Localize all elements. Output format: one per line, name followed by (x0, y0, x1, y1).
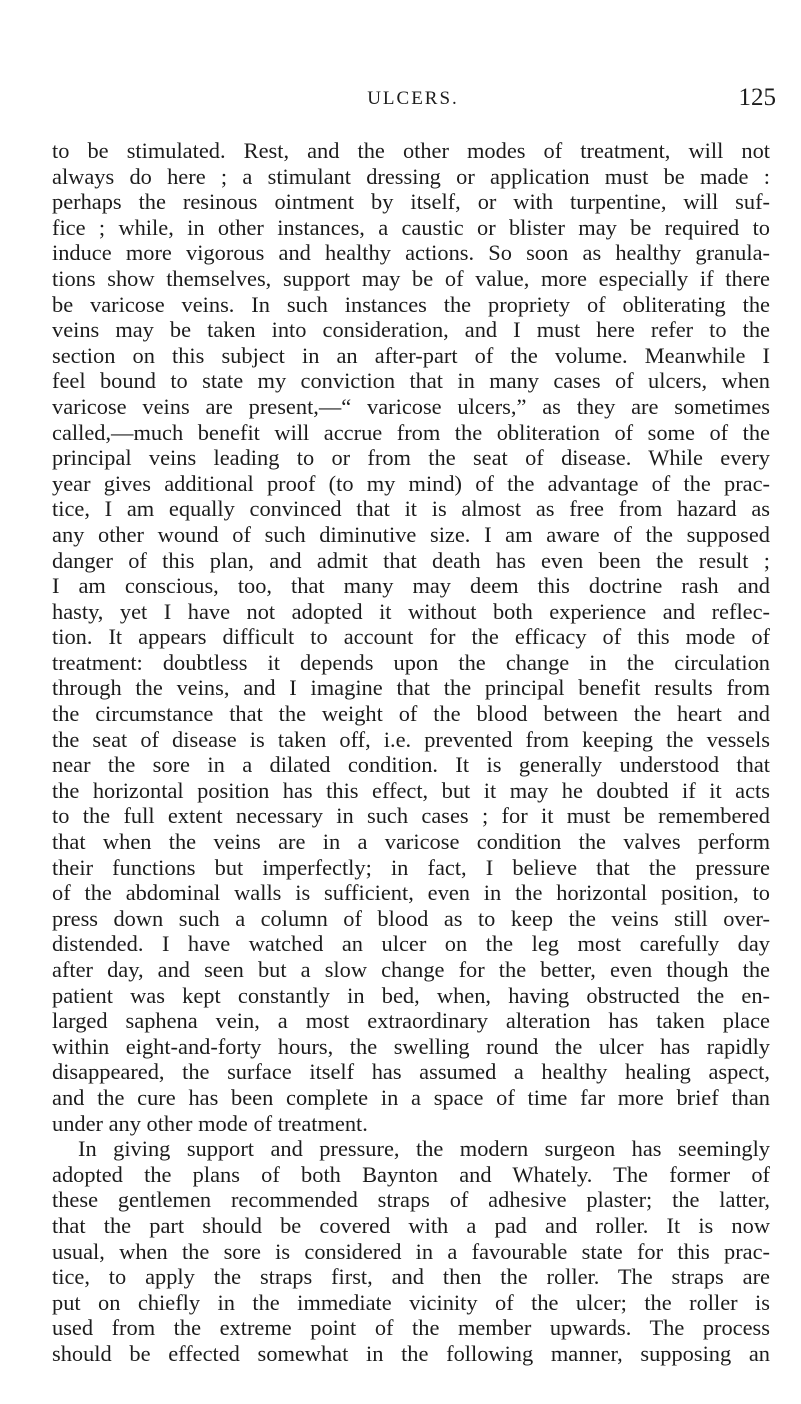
text-line: danger of this plan, and admit that death has even been the result ; (52, 547, 770, 573)
text-line: that the part should be covered with a pad and roller. It is now (52, 1212, 770, 1238)
text-line: patient was kept constantly in bed, when, having obstructed the en- (52, 982, 770, 1008)
paragraph (52, 138, 770, 1136)
text-line: tice, to apply the straps first, and then the roller. The straps are (52, 1264, 770, 1290)
text-line: should be effected somewhat in the following manner, supposing an (52, 1340, 770, 1366)
text-line: within eight-and-forty hours, the swelling round the ulcer has rapidly (52, 1033, 770, 1059)
text-line: be varicose veins. In such instances the propriety of obliterating the (52, 291, 770, 317)
text-line: to be stimulated. Rest, and the other modes of treatment, will not (52, 138, 770, 163)
text-line: that when the veins are in a varicose condition the valves perform (52, 829, 770, 855)
text-line: called,—much benefit will accrue from the obliteration of some of the (52, 419, 770, 445)
text-line: the circumstance that the weight of the blood between the heart and (52, 701, 770, 727)
text-line: the horizontal position has this effect, but it may he doubted if it acts (52, 777, 770, 803)
running-head (50, 80, 776, 120)
text-line: the seat of disease is taken off, i.e. prevented from keeping the vessels (52, 726, 770, 752)
text-line: after day, and seen but a slow change for the better, even though the (52, 957, 770, 982)
text-line: adopted the plans of both Baynton and Whately. The former of (52, 1161, 770, 1187)
text-line: to the full extent necessary in such cases ; for it must be remembered (52, 803, 770, 829)
text-line: treatment: doubtless it depends upon the change in the circulation (52, 649, 770, 675)
running-title: ULCERS. (367, 88, 459, 109)
text-line: I am conscious, too, that many may deem this doctrine rash and (52, 573, 770, 599)
text-line: feel bound to state my conviction that in many cases of ulcers, when (52, 368, 770, 394)
text-line: through the veins, and I imagine that the principal benefit results from (52, 675, 770, 701)
text-line: tice, I am equally convinced that it is almost as free from hazard as (52, 496, 770, 522)
text-line: always do here ; a stimulant dressing or application must be made : (52, 163, 770, 189)
text-line: section on this subject in an after-part of the volume. Meanwhile I (52, 342, 770, 368)
text-line: year gives additional proof (to my mind) of the advantage of the prac- (52, 470, 770, 496)
text-line: induce more vigorous and healthy actions. So soon as healthy granula- (52, 240, 770, 266)
text-line: tion. It appears difficult to account for the efficacy of this mode of (52, 624, 770, 650)
text-line: put on chiefly in the immediate vicinity of the ulcer; the roller is (52, 1289, 770, 1315)
text-line: fice ; while, in other instances, a caustic or blister may be required to (52, 214, 770, 240)
text-line: veins may be taken into consideration, and I must here refer to the (52, 317, 770, 343)
text-line: of the abdominal walls is sufficient, even in the horizontal position, to (52, 880, 770, 906)
text-line: varicose veins are present,—“ varicose ulcers,” as they are sometimes (52, 393, 770, 419)
text-line: tions show themselves, support may be of value, more especially if there (52, 265, 770, 291)
text-line: usual, when the sore is considered in a favourable state for this prac- (52, 1238, 770, 1264)
text-line: near the sore in a dilated condition. It is generally understood that (52, 752, 770, 778)
text-line: these gentlemen recommended straps of adhesive plaster; the latter, (52, 1187, 770, 1213)
text-line: disappeared, the surface itself has assumed a healthy healing aspect, (52, 1059, 770, 1085)
text-line: under any other mode of treatment. (52, 1110, 368, 1136)
text-line: In giving support and pressure, the modern surgeon has seemingly (78, 1136, 770, 1162)
text-line: perhaps the resinous ointment by itself, or with turpentine, will suf- (52, 189, 770, 215)
text-line: any other wound of such diminutive size. I am aware of the supposed (52, 521, 770, 547)
paragraph (52, 1136, 770, 1366)
text-line: hasty, yet I have not adopted it without both experience and reflec- (52, 598, 770, 624)
text-line: larged saphena vein, a most extraordinary alteration has taken place (52, 1008, 770, 1034)
text-line: distended. I have watched an ulcer on the leg most carefully day (52, 931, 770, 957)
text-line: and the cure has been complete in a space of time far more brief than (52, 1084, 770, 1110)
page-number: 125 (738, 84, 776, 111)
body-text (52, 138, 770, 1367)
text-line: principal veins leading to or from the seat of disease. While every (52, 445, 770, 471)
text-line: used from the extreme point of the member upwards. The process (52, 1315, 770, 1341)
text-line: their functions but imperfectly; in fact, I believe that the pressure (52, 854, 770, 880)
text-line: press down such a column of blood as to keep the veins still over- (52, 905, 770, 931)
